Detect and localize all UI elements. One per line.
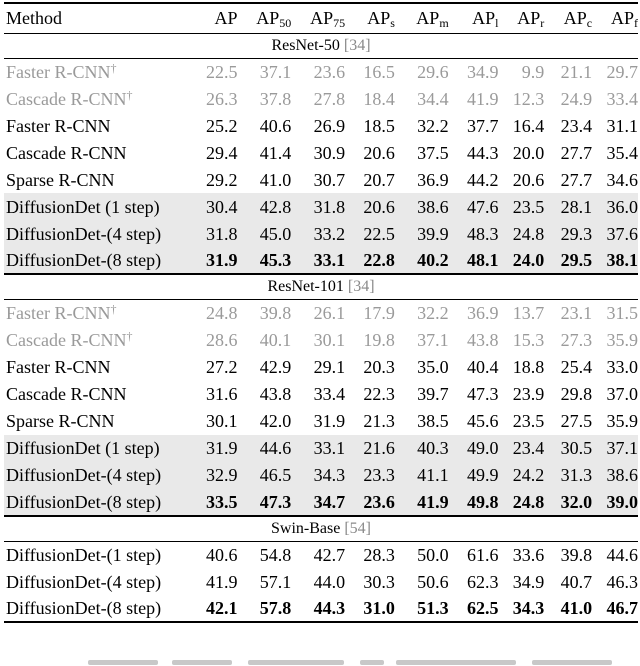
value-cell: 23.6 [291,58,345,85]
value-cell: 29.5 [544,247,592,274]
value-cell: 39.0 [592,489,638,516]
value-cell: 13.7 [498,300,544,327]
value-cell: 41.9 [206,571,238,592]
value-cell: 37.8 [259,88,292,109]
value-cell: 36.0 [592,193,638,220]
section-header-row [4,33,638,58]
section-header-row [4,516,638,542]
value-cell: 28.6 [206,330,238,350]
value-cell: 23.3 [345,462,395,489]
value-cell: 31.5 [592,300,638,327]
value-cell: 20.3 [363,357,395,377]
table-row [4,327,638,354]
method-name: Faster R-CNN [6,61,111,82]
table-row [4,408,638,435]
value-cell: 23.5 [512,411,545,431]
value-cell: 43.8 [259,384,292,404]
table-row [4,247,638,274]
value-cell: 41.1 [395,462,449,489]
value-cell: 34.9 [449,58,499,85]
value-cell: 30.5 [544,435,592,462]
method-cell [4,327,192,354]
value-cell: 44.6 [592,541,638,568]
value-cell: 42.8 [238,193,292,220]
dagger-mark: † [110,60,117,75]
value-cell: 9.9 [498,58,544,85]
value-cell: 33.4 [313,384,346,404]
value-cell: 24.0 [498,247,544,274]
method-cell [4,354,192,381]
value-cell: 57.1 [259,571,292,592]
caption-fragment [532,660,612,665]
value-cell: 29.4 [206,142,238,163]
method-name: Cascade R-CNN [6,330,127,350]
section-title: ResNet-101 [267,278,344,295]
table-row [4,541,638,568]
value-cell: 29.6 [395,58,449,85]
table-row [4,193,638,220]
value-cell: 42.9 [259,357,292,377]
value-cell: 40.3 [395,435,449,462]
method-name: DiffusionDet-(8 step) [6,491,162,512]
value-cell: 26.9 [313,115,346,136]
header-subscript: m [439,16,449,31]
value-cell: 48.3 [449,220,499,247]
table-body [4,33,638,622]
section-header-row [4,274,638,300]
method-cell [4,568,192,595]
value-cell: 38.6 [395,193,449,220]
value-cell: 33.1 [291,247,345,274]
value-cell: 37.1 [417,330,449,350]
method-name: DiffusionDet-(4 step) [6,465,162,485]
value-cell: 33.6 [498,541,544,568]
value-cell: 29.3 [544,220,592,247]
value-cell: 32.2 [417,115,449,136]
value-cell: 30.7 [313,169,346,190]
value-cell: 27.7 [560,142,593,163]
section-citation: [54] [344,519,371,537]
value-cell: 34.9 [512,571,545,592]
method-cell [4,139,192,166]
table-row [4,139,638,166]
value-cell: 45.0 [238,220,292,247]
header-metric [345,3,395,33]
value-cell: 37.0 [606,384,638,404]
table-row [4,381,638,408]
value-cell: 39.9 [395,220,449,247]
value-cell: 33.0 [606,357,638,377]
value-cell: 31.9 [313,411,346,431]
value-cell: 39.7 [417,384,449,404]
value-cell: 44.3 [466,142,499,163]
value-cell: 48.1 [449,247,499,274]
table-row [4,85,638,112]
value-cell: 16.5 [345,58,395,85]
value-cell: 30.1 [206,411,238,431]
value-cell: 18.4 [363,88,395,109]
method-cell [4,85,192,112]
value-cell: 33.2 [291,220,345,247]
value-cell: 25.4 [560,357,593,377]
method-name: DiffusionDet-(4 step) [6,571,162,592]
caption-fragment [396,660,516,665]
method-name: Cascade R-CNN [6,384,127,404]
value-cell: 44.3 [291,595,345,622]
table-row [4,595,638,622]
value-cell: 36.9 [417,169,449,190]
value-cell: 41.4 [259,142,292,163]
method-name: Faster R-CNN [6,115,111,136]
table-row [4,166,638,193]
section-citation: [34] [343,36,371,54]
value-cell: 50.0 [395,541,449,568]
value-cell: 46.7 [592,595,638,622]
method-name: Sparse R-CNN [6,169,115,190]
header-subscript: r [540,16,545,31]
value-cell: 42.0 [259,411,292,431]
method-cell [4,408,192,435]
value-cell: 35.0 [417,357,449,377]
value-cell: 29.7 [592,58,638,85]
value-cell: 35.4 [606,142,638,163]
header-metric [395,3,449,33]
value-cell: 45.6 [466,411,499,431]
value-cell: 15.3 [512,330,545,350]
value-cell: 21.3 [363,411,395,431]
value-cell: 33.4 [606,88,638,109]
table-row [4,568,638,595]
value-cell: 29.1 [313,357,346,377]
header-subscript: c [586,16,593,31]
method-name: DiffusionDet (1 step) [6,438,160,458]
value-cell: 40.7 [560,571,593,592]
method-name: DiffusionDet-(8 step) [6,250,162,270]
section-title-cell [4,516,638,542]
value-cell: 32.0 [544,489,592,516]
method-name: Faster R-CNN [6,357,111,377]
dagger-mark: † [110,302,117,317]
value-cell: 40.2 [395,247,449,274]
value-cell: 34.3 [291,462,345,489]
value-cell: 24.9 [560,88,593,109]
value-cell: 40.4 [466,357,499,377]
value-cell: 18.5 [363,115,395,136]
value-cell: 16.4 [512,115,545,136]
value-cell: 32.2 [395,300,449,327]
value-cell: 38.6 [592,462,638,489]
header-row [4,3,638,33]
method-name: DiffusionDet-(1 step) [6,544,162,565]
value-cell: 49.0 [449,435,499,462]
value-cell: 27.5 [560,411,593,431]
value-cell: 31.0 [345,595,395,622]
value-cell: 26.3 [206,88,238,109]
value-cell: 41.9 [395,489,449,516]
value-cell: 23.1 [544,300,592,327]
method-cell [4,541,192,568]
method-cell [4,595,192,622]
value-cell: 22.5 [345,220,395,247]
value-cell: 19.8 [363,330,395,350]
header-label: AP [256,8,280,29]
table-row [4,300,638,327]
header-label: AP [310,8,334,29]
table-row [4,112,638,139]
value-cell: 17.9 [345,300,395,327]
method-cell [4,193,192,220]
results-table [4,2,638,623]
value-cell: 46.3 [606,571,638,592]
header-label: AP [367,8,391,29]
value-cell: 49.8 [449,489,499,516]
header-label: Method [6,8,62,29]
caption-fragment [248,660,344,665]
value-cell: 28.3 [345,541,395,568]
section-title-cell [4,274,638,300]
method-cell [4,435,192,462]
value-cell: 42.7 [291,541,345,568]
value-cell: 40.1 [259,330,292,350]
value-cell: 28.1 [544,193,592,220]
value-cell: 35.9 [606,411,638,431]
value-cell: 31.8 [291,193,345,220]
value-cell: 32.9 [192,462,238,489]
header-label: AP [563,8,587,29]
value-cell: 50.6 [417,571,449,592]
header-label: AP [214,8,238,29]
value-cell: 34.3 [498,595,544,622]
value-cell: 23.4 [498,435,544,462]
value-cell: 44.0 [313,571,346,592]
value-cell: 31.9 [192,435,238,462]
value-cell: 47.6 [449,193,499,220]
value-cell: 61.6 [449,541,499,568]
value-cell: 33.1 [291,435,345,462]
value-cell: 30.4 [192,193,238,220]
value-cell: 41.0 [259,169,292,190]
header-metric [238,3,292,33]
value-cell: 21.1 [544,58,592,85]
method-name: Cascade R-CNN [6,142,127,163]
value-cell: 23.5 [498,193,544,220]
caption-fragment [360,660,384,665]
header-metric [449,3,499,33]
value-cell: 49.9 [449,462,499,489]
value-cell: 21.6 [345,435,395,462]
value-cell: 33.5 [192,489,238,516]
header-metric [192,3,238,33]
value-cell: 12.3 [512,88,545,109]
value-cell: 24.8 [192,300,238,327]
value-cell: 37.1 [592,435,638,462]
value-cell: 37.1 [238,58,292,85]
method-cell [4,489,192,516]
value-cell: 38.5 [417,411,449,431]
method-name: DiffusionDet (1 step) [6,196,160,217]
value-cell: 27.2 [206,357,238,377]
section-title-cell [4,33,638,58]
value-cell: 27.7 [560,169,593,190]
value-cell: 25.2 [206,115,238,136]
caption-fragment [88,660,158,665]
value-cell: 22.8 [345,247,395,274]
table-row [4,489,638,516]
value-cell: 20.6 [512,169,545,190]
header-metric [544,3,592,33]
dagger-mark: † [126,329,133,343]
value-cell: 34.4 [417,88,449,109]
value-cell: 30.9 [313,142,346,163]
table-row [4,462,638,489]
value-cell: 57.8 [238,595,292,622]
method-cell [4,112,192,139]
caption-cutoff [4,648,640,666]
value-cell: 44.6 [238,435,292,462]
header-subscript: l [495,16,499,31]
value-cell: 20.6 [345,193,395,220]
header-label: AP [517,8,541,29]
method-name: Faster R-CNN [6,303,111,324]
header-subscript: 75 [333,16,346,31]
section-title: ResNet-50 [271,36,340,54]
header-method [4,3,192,33]
value-cell: 47.3 [466,384,499,404]
value-cell: 38.1 [592,247,638,274]
value-cell: 40.6 [192,541,238,568]
value-cell: 23.6 [345,489,395,516]
header-label: AP [416,8,440,29]
value-cell: 18.8 [512,357,545,377]
value-cell: 34.7 [291,489,345,516]
value-cell: 27.3 [560,330,593,350]
value-cell: 54.8 [238,541,292,568]
value-cell: 62.5 [449,595,499,622]
value-cell: 31.9 [192,247,238,274]
value-cell: 31.8 [192,220,238,247]
value-cell: 26.1 [291,300,345,327]
value-cell: 44.2 [466,169,499,190]
method-cell [4,58,192,85]
value-cell: 51.3 [395,595,449,622]
method-cell [4,247,192,274]
value-cell: 42.1 [192,595,238,622]
value-cell: 22.5 [192,58,238,85]
value-cell: 39.8 [238,300,292,327]
method-cell [4,300,192,327]
value-cell: 20.0 [512,142,545,163]
value-cell: 40.6 [259,115,292,136]
caption-fragment [172,660,232,665]
table-row [4,58,638,85]
value-cell: 30.1 [313,330,346,350]
value-cell: 37.5 [417,142,449,163]
method-cell [4,166,192,193]
value-cell: 29.8 [560,384,593,404]
header-label: AP [610,8,634,29]
method-name: DiffusionDet-(8 step) [6,598,162,618]
method-cell [4,220,192,247]
value-cell: 23.9 [512,384,545,404]
method-name: DiffusionDet-(4 step) [6,223,162,244]
header-subscript: f [634,16,638,31]
value-cell: 22.3 [363,384,395,404]
header-subscript: 50 [279,16,292,31]
header-label: AP [472,8,496,29]
value-cell: 23.4 [560,115,593,136]
method-cell [4,462,192,489]
value-cell: 36.9 [449,300,499,327]
value-cell: 43.8 [466,330,499,350]
value-cell: 31.1 [606,115,638,136]
table-row [4,354,638,381]
value-cell: 24.2 [498,462,544,489]
value-cell: 41.0 [544,595,592,622]
value-cell: 20.6 [363,142,395,163]
table-row [4,435,638,462]
value-cell: 39.8 [544,541,592,568]
value-cell: 62.3 [466,571,499,592]
value-cell: 27.8 [313,88,346,109]
method-name: Sparse R-CNN [6,411,115,431]
value-cell: 20.7 [363,169,395,190]
method-cell [4,381,192,408]
value-cell: 24.8 [498,220,544,247]
value-cell: 30.3 [363,571,395,592]
value-cell: 31.6 [206,384,238,404]
value-cell: 34.6 [606,169,638,190]
value-cell: 45.3 [238,247,292,274]
value-cell: 35.9 [606,330,638,350]
method-name: Cascade R-CNN [6,88,127,109]
value-cell: 47.3 [238,489,292,516]
value-cell: 37.7 [466,115,499,136]
section-citation: [34] [347,278,375,295]
section-title: Swin-Base [271,519,341,537]
dagger-mark: † [126,87,133,102]
value-cell: 46.5 [238,462,292,489]
value-cell: 31.3 [544,462,592,489]
header-metric [291,3,345,33]
value-cell: 37.6 [592,220,638,247]
value-cell: 24.8 [498,489,544,516]
header-subscript: s [390,16,395,31]
value-cell: 29.2 [206,169,238,190]
header-metric [498,3,544,33]
table-row [4,220,638,247]
value-cell: 41.9 [466,88,499,109]
header-metric [592,3,638,33]
